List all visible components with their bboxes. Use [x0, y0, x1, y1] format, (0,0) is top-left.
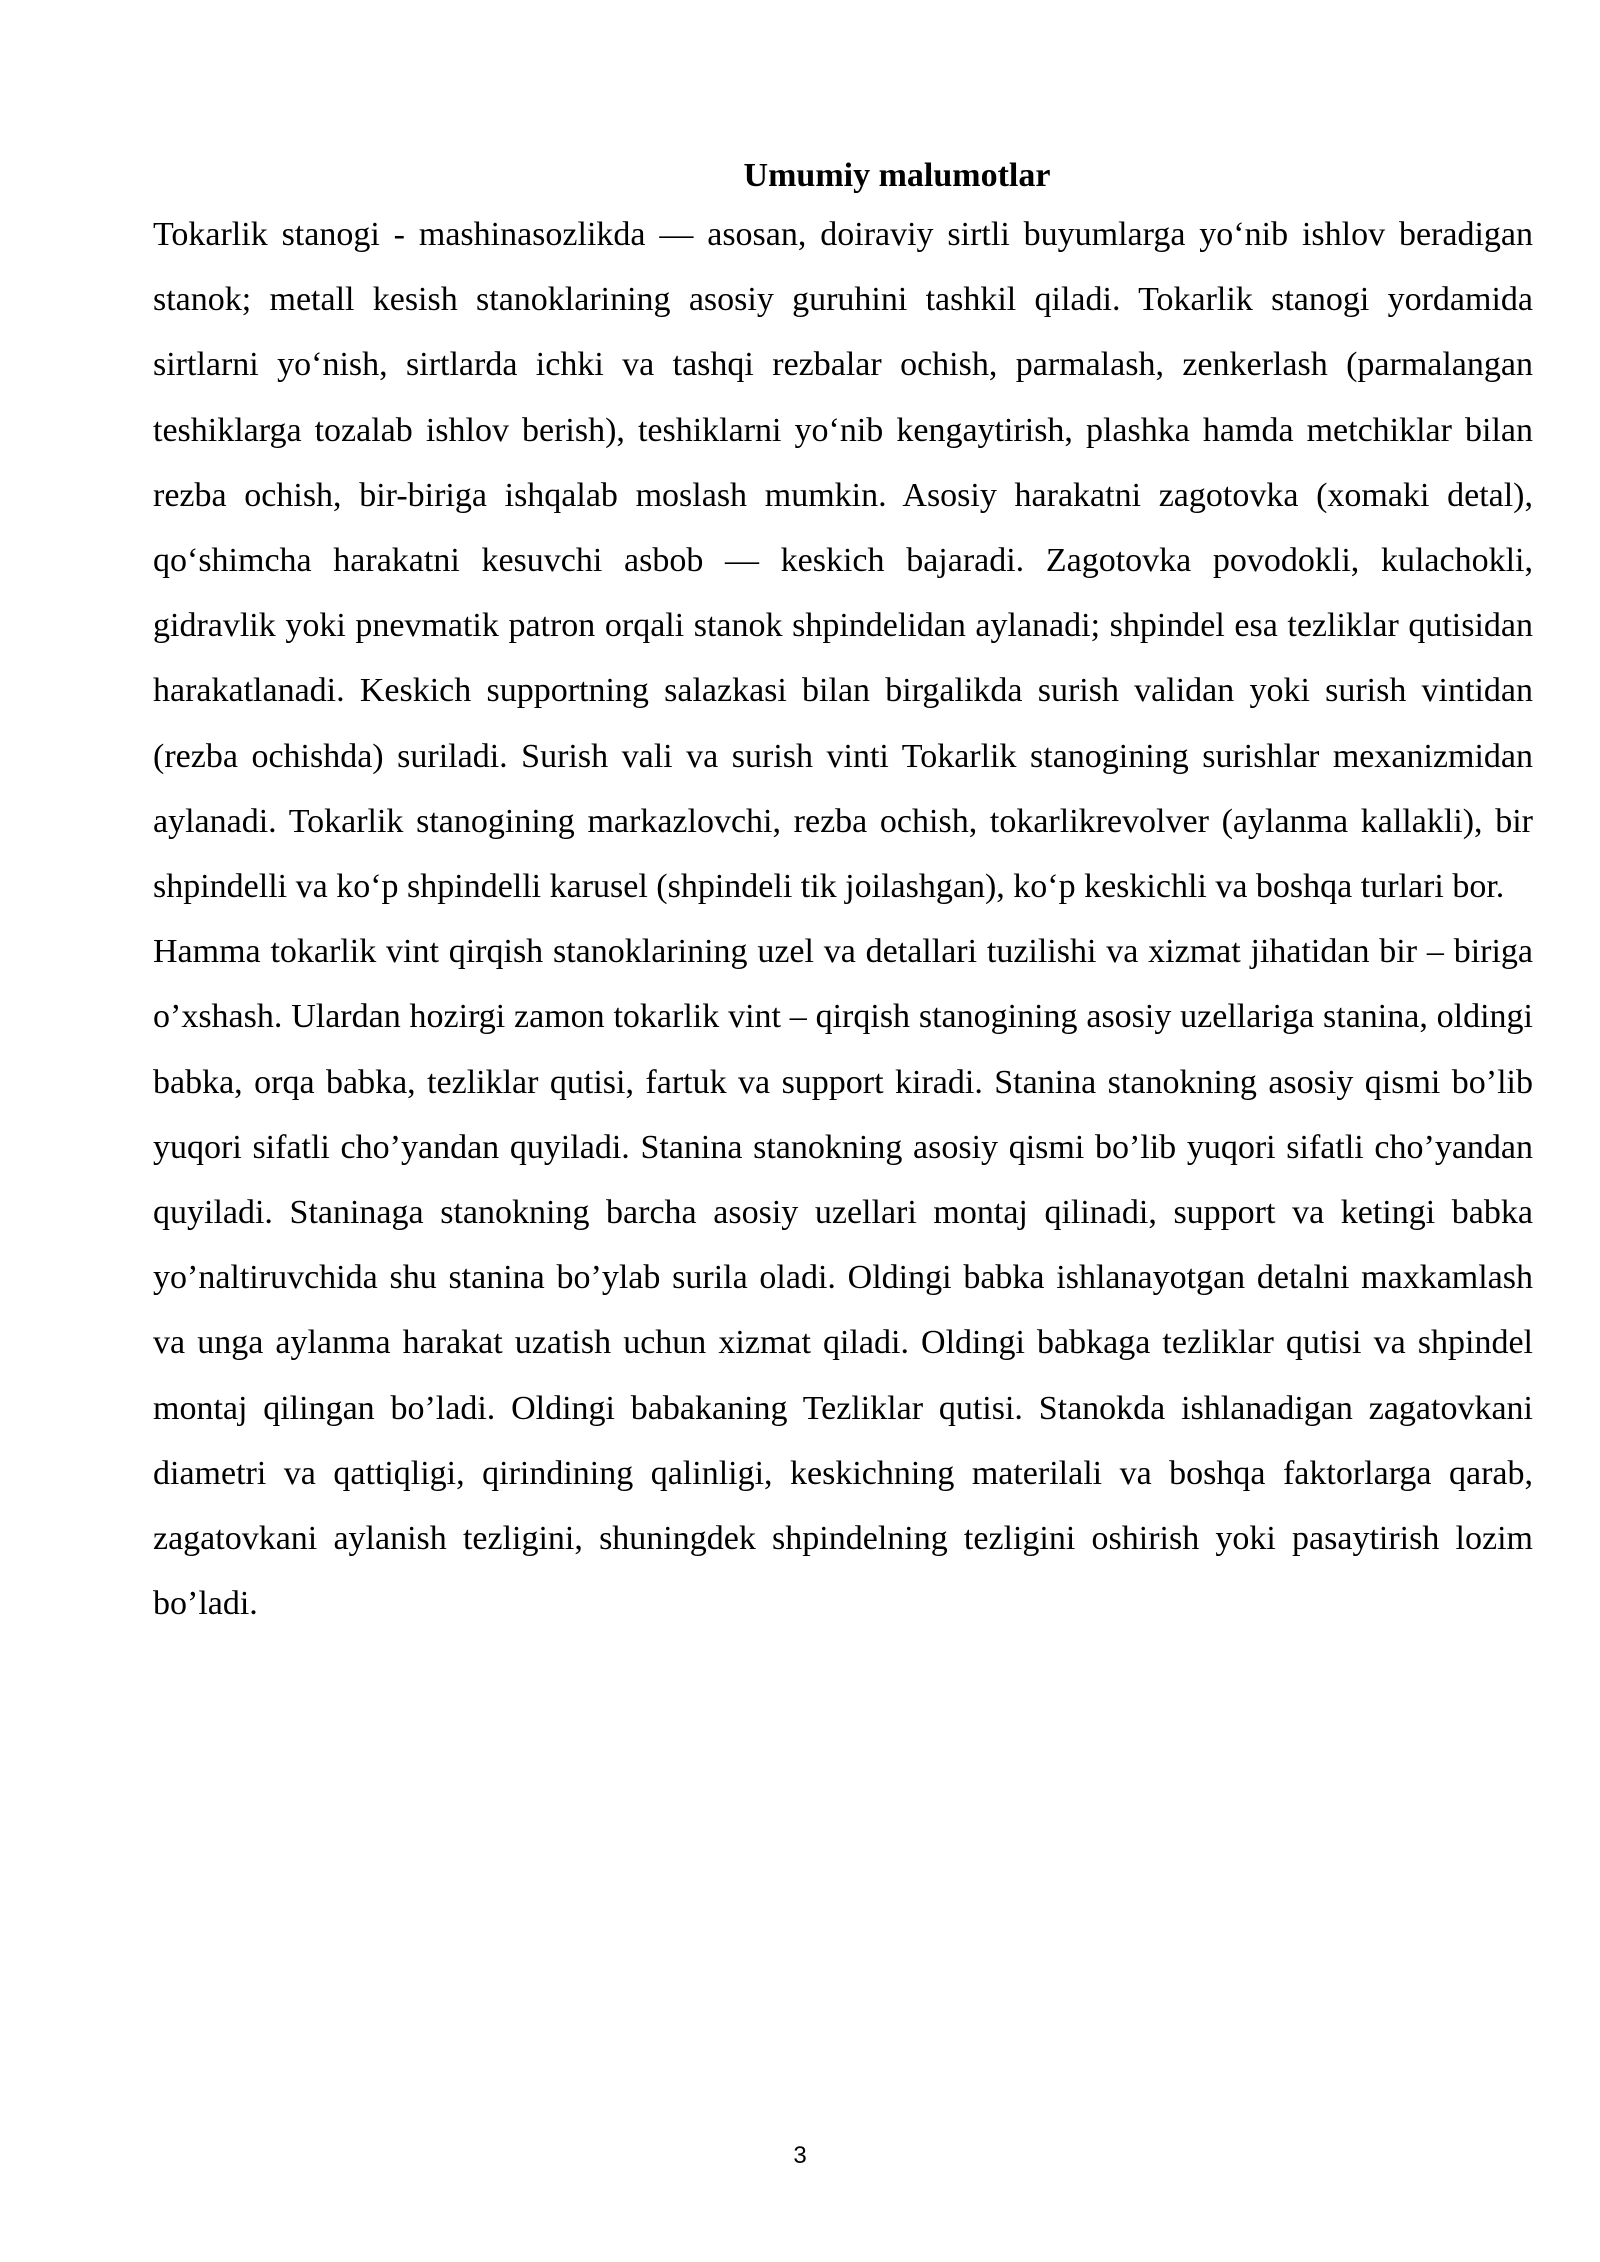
- page-number: 3: [793, 2142, 807, 2169]
- document-title: Umumiy malumotlar: [743, 157, 1051, 194]
- paragraph-vint-qirqish: Hamma tokarlik vint qirqish stanoklarining uzel va detallari tuzilishi va xizmat jihatidan bir – biriga o’xshash. Ulardan hozirgi zamon tokarlik vint – qirqish stanogining asosiy uzellariga stanina, oldingi babka, orqa babka, tezliklar qutisi, fartuk va support kiradi. Stanina stanokning asosiy qismi bo’lib yuqori sifatli cho’yandan quyiladi. Stanina stanokning asosiy qismi bo’lib yuqori sifatli cho’yandan quyiladi. Staninaga stanokning barcha asosiy uzellari montaj qilinadi, support va ketingi babka yo’naltiruvchida shu stanina bo’ylab surila oladi. Oldingi babka ishlanayotgan detalni maxkamlash va unga aylanma harakat uzatish uchun xizmat qiladi. Oldingi babkaga tezliklar qutisi va shpindel montaj qilingan bo’ladi. Oldingi babakaning Tezliklar qutisi. Stanokda ishlanadigan zagatovkani diametri va qattiqligi, qirindining qalinligi, keskichning materilali va boshqa faktorlarga qarab, zagatovkani aylanish tezligini, shuningdek shpindelning tezligini oshirish yoki pasaytirish lozim bo’ladi.: [153, 933, 1533, 1623]
- paragraph-tokarlik-stanogi: Tokarlik stanogi - mashinasozlikda — asosan, doiraviy sirtli buyumlarga yo‘nib ishlov beradigan stanok; metall kesish stanoklarining asosiy guruhini tashkil qiladi. Tokarlik stanogi yordamida sirtlarni yo‘nish, sirtlarda ichki va tashqi rezbalar ochish, parmalash, zenkerlash (parmalangan teshiklarga tozalab ishlov berish), teshiklarni yo‘nib kengaytirish, plashka hamda metchiklar bilan rezba ochish, bir-biriga ishqalab moslash mumkin. Asosiy harakatni zagotovka (xomaki detal), qo‘shimcha harakatni kesuvchi asbob — keskich bajaradi. Zagotovka povodokli, kulachokli, gidravlik yoki pnevmatik patron orqali stanok shpindelidan aylanadi; shpindel esa tezliklar qutisidan harakatlanadi. Keskich supportning salazkasi bilan birgalikda surish validan yoki surish vintidan (rezba ochishda) suriladi. Surish vali va surish vinti Tokarlik stanogining surishlar mexanizmidan aylanadi. Tokarlik stanogining markazlovchi, rezba ochish, tokarlikrevolver (aylanma kallakli), bir shpindelli va ko‘p shpindelli karusel (shpindeli tik joilashgan), ko‘p keskichli va boshqa turlari bor.: [153, 216, 1533, 906]
- page-content: [153, 150, 1533, 1636]
